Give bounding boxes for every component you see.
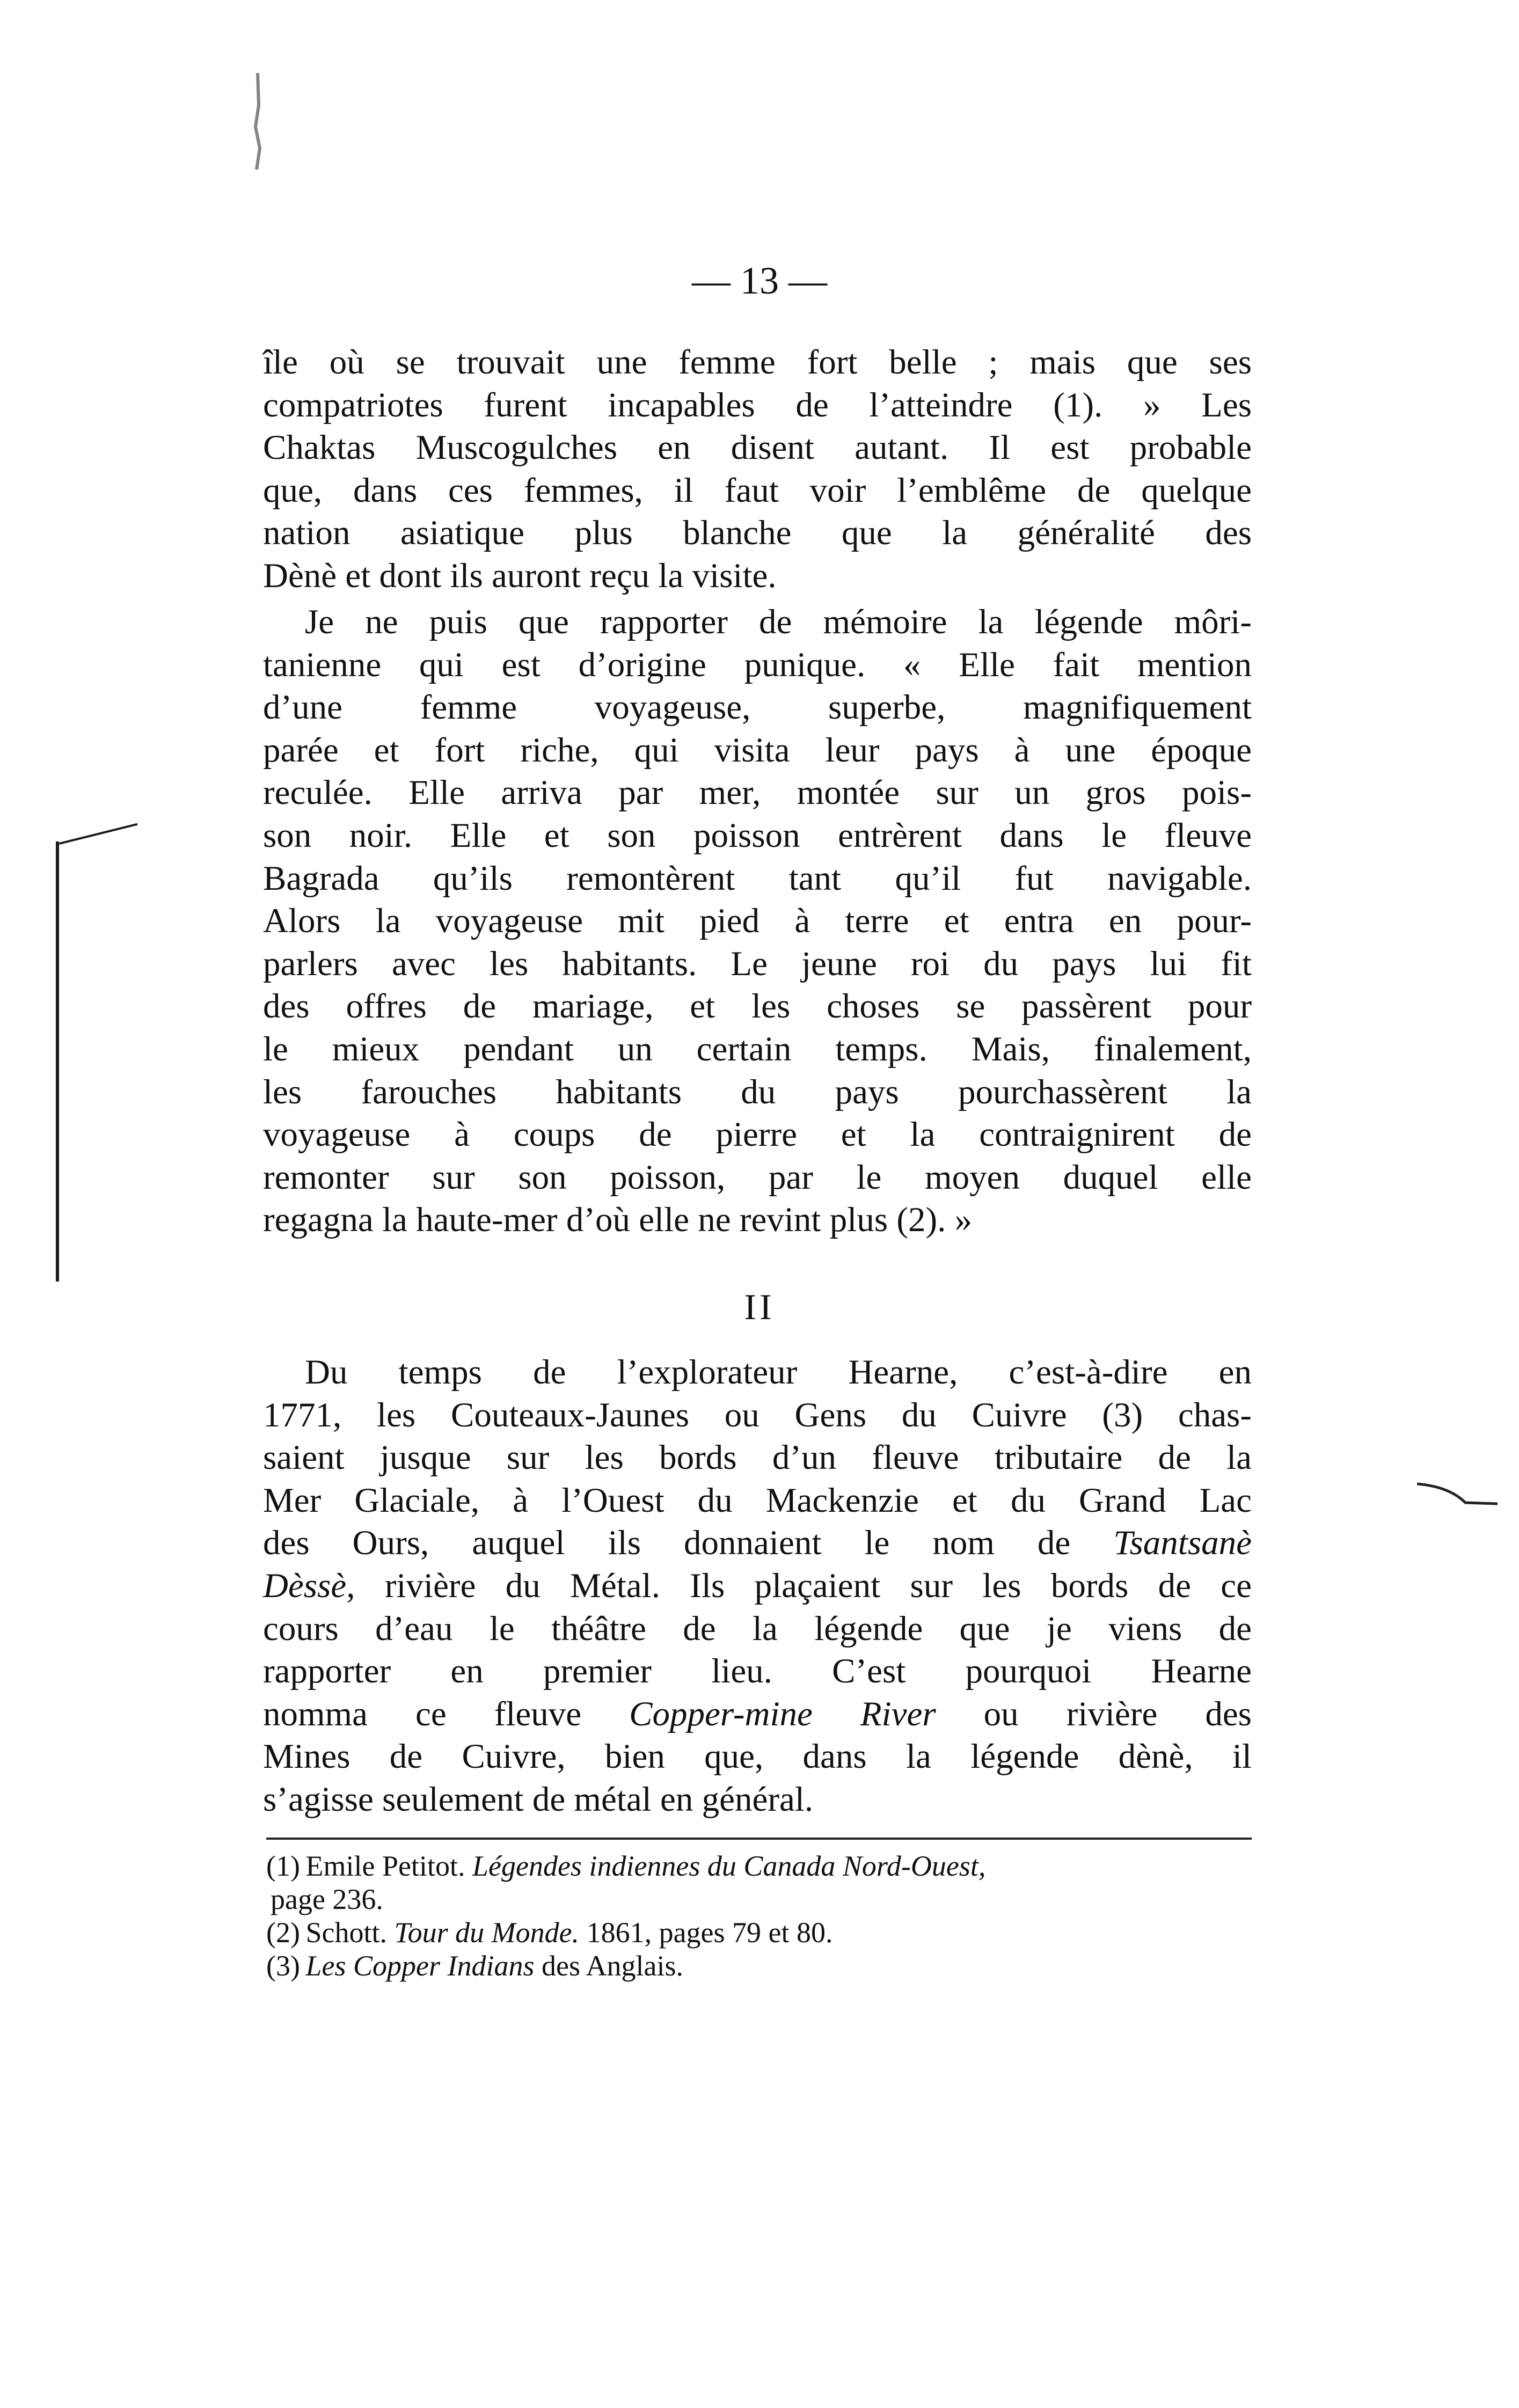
text-line: le mieux pendant un certain temps. Mais, finalement, [263, 1029, 1252, 1068]
text-line: Alors la voyageuse mit pied à terre et entra en pour- [263, 902, 1252, 941]
text-line: cours d’eau le théâtre de la légende que je viens de [263, 1609, 1252, 1648]
text-line: les farouches habitants du pays pourchassèrent la [263, 1072, 1252, 1111]
footnote-number: (1) [266, 1850, 300, 1882]
text-line: Dènè et dont ils auront reçu la visite. [263, 556, 777, 595]
footnote-1-continued [266, 1883, 1252, 1916]
text-line: parée et fort riche, qui visita leur pays à une époque [263, 730, 1252, 770]
margin-tick-mark [59, 823, 138, 845]
footnotes [266, 1849, 1252, 1982]
text-line: Je ne puis que rapporter de mémoire la légende môri- [305, 603, 1252, 641]
footnote-2 [266, 1916, 1252, 1949]
text-line [263, 1565, 1252, 1608]
text-line: tanienne qui est d’origine punique. « Elle fait mention [263, 645, 1252, 684]
text-line [263, 1693, 1252, 1736]
footnote-page: page 236. [271, 1883, 383, 1915]
footnote-title: Les Copper Indians [305, 1950, 535, 1982]
section-heading: II [744, 1286, 775, 1327]
footnote-number: (2) [266, 1916, 300, 1949]
margin-curve-mark [1417, 1481, 1498, 1508]
footnote-title: Tour du Monde. [394, 1916, 580, 1949]
footnote-author: Schott. [305, 1916, 388, 1949]
text-line: reculée. Elle arriva par mer, montée sur un gros pois- [263, 773, 1252, 813]
text-line: saient jusque sur les bords d’un fleuve tributaire de la [263, 1438, 1252, 1477]
text-line: Bagrada qu’ils remontèrent tant qu’il fut navigable. [263, 859, 1252, 898]
text-line: parlers avec les habitants. Le jeune roi du pays lui fit [263, 944, 1252, 983]
paragraph-1 [263, 341, 1252, 598]
text-line: nation asiatique plus blanche que la généralité des [263, 514, 1252, 553]
text-line: s’agisse seulement de métal en général. [263, 1780, 814, 1819]
text-line: remonter sur son poisson, par le moyen duquel elle [263, 1158, 1252, 1197]
italic-term: Dèssè [263, 1566, 347, 1605]
text-line: d’une femme voyageuse, superbe, magnifiquement [263, 688, 1252, 727]
footnote-title: Légendes indiennes du Canada Nord-Ouest, [472, 1850, 986, 1882]
footnote-rest: 1861, pages 79 et 80. [586, 1916, 833, 1949]
text-line: Mines de Cuivre, bien que, dans la légende dènè, il [263, 1737, 1252, 1776]
paragraph-2 [263, 601, 1252, 1242]
text-line: son noir. Elle et son poisson entrèrent dans le fleuve [263, 816, 1252, 855]
text-line: île où se trouvait une femme fort belle ; mais que ses [263, 343, 1252, 382]
footnote-1 [266, 1849, 1252, 1883]
text-line: Du temps de l’explorateur Hearne, c’est-à-dire en [305, 1353, 1252, 1392]
text-line: regagna la haute-mer d’où elle ne revint plus (2). » [263, 1201, 973, 1240]
text-segment: ou rivière des [936, 1694, 1252, 1733]
footnote-3 [266, 1949, 1252, 1982]
footnote-rest: des Anglais. [542, 1950, 684, 1982]
ink-smudge-mark [247, 73, 268, 170]
text-line: rapporter en premier lieu. C’est pourquoi Hearne [263, 1652, 1252, 1691]
text-line: compatriotes furent incapables de l’atteindre (1). » Les [263, 385, 1252, 424]
text-segment: nomma ce fleuve [263, 1694, 630, 1733]
italic-term: Tsantsanè [1113, 1524, 1252, 1563]
text-line: voyageuse à coups de pierre et la contraignirent de [263, 1115, 1252, 1154]
margin-bracket-mark [56, 841, 67, 1282]
text-line: Chaktas Muscogulches en disent autant. Il est probable [263, 428, 1252, 467]
text-line: Mer Glaciale, à l’Ouest du Mackenzie et du Grand Lac [263, 1481, 1252, 1520]
text-segment: des Ours, auquel ils donnaient le nom de [263, 1524, 1114, 1563]
page-number: — 13 — [692, 259, 827, 302]
text-line: 1771, les Couteaux-Jaunes ou Gens du Cuivre (3) chas- [263, 1395, 1252, 1434]
footnote-number: (3) [266, 1950, 300, 1982]
footnote-divider [266, 1838, 1252, 1840]
italic-term: Copper-mine River [629, 1694, 936, 1733]
text-line: que, dans ces femmes, il faut voir l’emblême de quelque [263, 471, 1252, 510]
text-line: des offres de mariage, et les choses se passèrent pour [263, 987, 1252, 1026]
footnote-author: Emile Petitot. [305, 1850, 465, 1882]
text-segment: , rivière du Métal. Ils plaçaient sur les bords de ce [346, 1566, 1252, 1605]
text-line [263, 1522, 1252, 1565]
paragraph-3 [263, 1351, 1252, 1821]
